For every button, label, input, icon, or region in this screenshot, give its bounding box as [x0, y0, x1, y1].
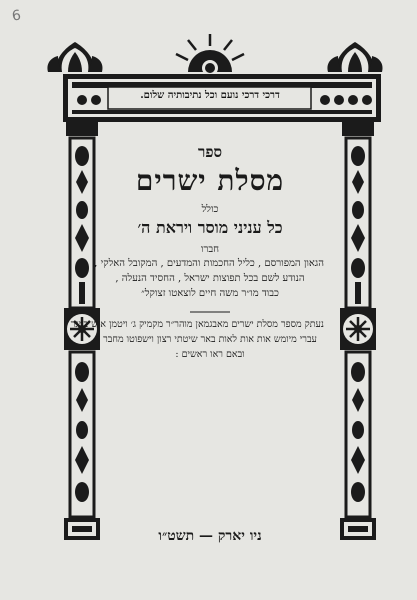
left-lotus-ornament [47, 42, 102, 72]
sunburst-ornament [176, 34, 244, 76]
book-subtitle: כל עניני מוסר ויראת ה׳ [137, 218, 283, 237]
right-pillar [340, 122, 376, 540]
right-lotus-ornament [327, 42, 382, 72]
author-line: הנודע לשם בכל תפוצות ישראל , החסיד הנעלה , [115, 273, 305, 284]
edition-line: נעתק מספר מסלת ישרים מאבגמאן מוהר״ר מקמיק ג׳ ויטמן איש בייגר [70, 319, 324, 330]
handwritten-page-number: 6 [10, 7, 22, 25]
book-title: מסלת ישרים [135, 164, 285, 197]
edition-line: עברי מיומש אות אות לאות באר שיטתי רצון וישפוטו מחבר [103, 334, 317, 345]
edition-line: ובאם ראו ראשים : [175, 349, 245, 360]
banner-motto: דרכי דרכי נועם וכל נתיבותיה שלום. [140, 90, 280, 101]
author-credit [96, 256, 324, 301]
edition-note [70, 317, 324, 362]
book-label: ספר [197, 143, 223, 161]
author-line: הגאון המפורסם , כליל החכמות והמדעים , המקובל האלקי , [94, 258, 324, 269]
author-line: כבוד מו״ר משה חיים לוצאטו זצוקל״ [141, 288, 279, 299]
includes-label: כולל [201, 204, 219, 215]
authored-by-label: חברו [200, 244, 220, 255]
publication-place-year: ניו יארק — תשט״ו [158, 528, 262, 544]
